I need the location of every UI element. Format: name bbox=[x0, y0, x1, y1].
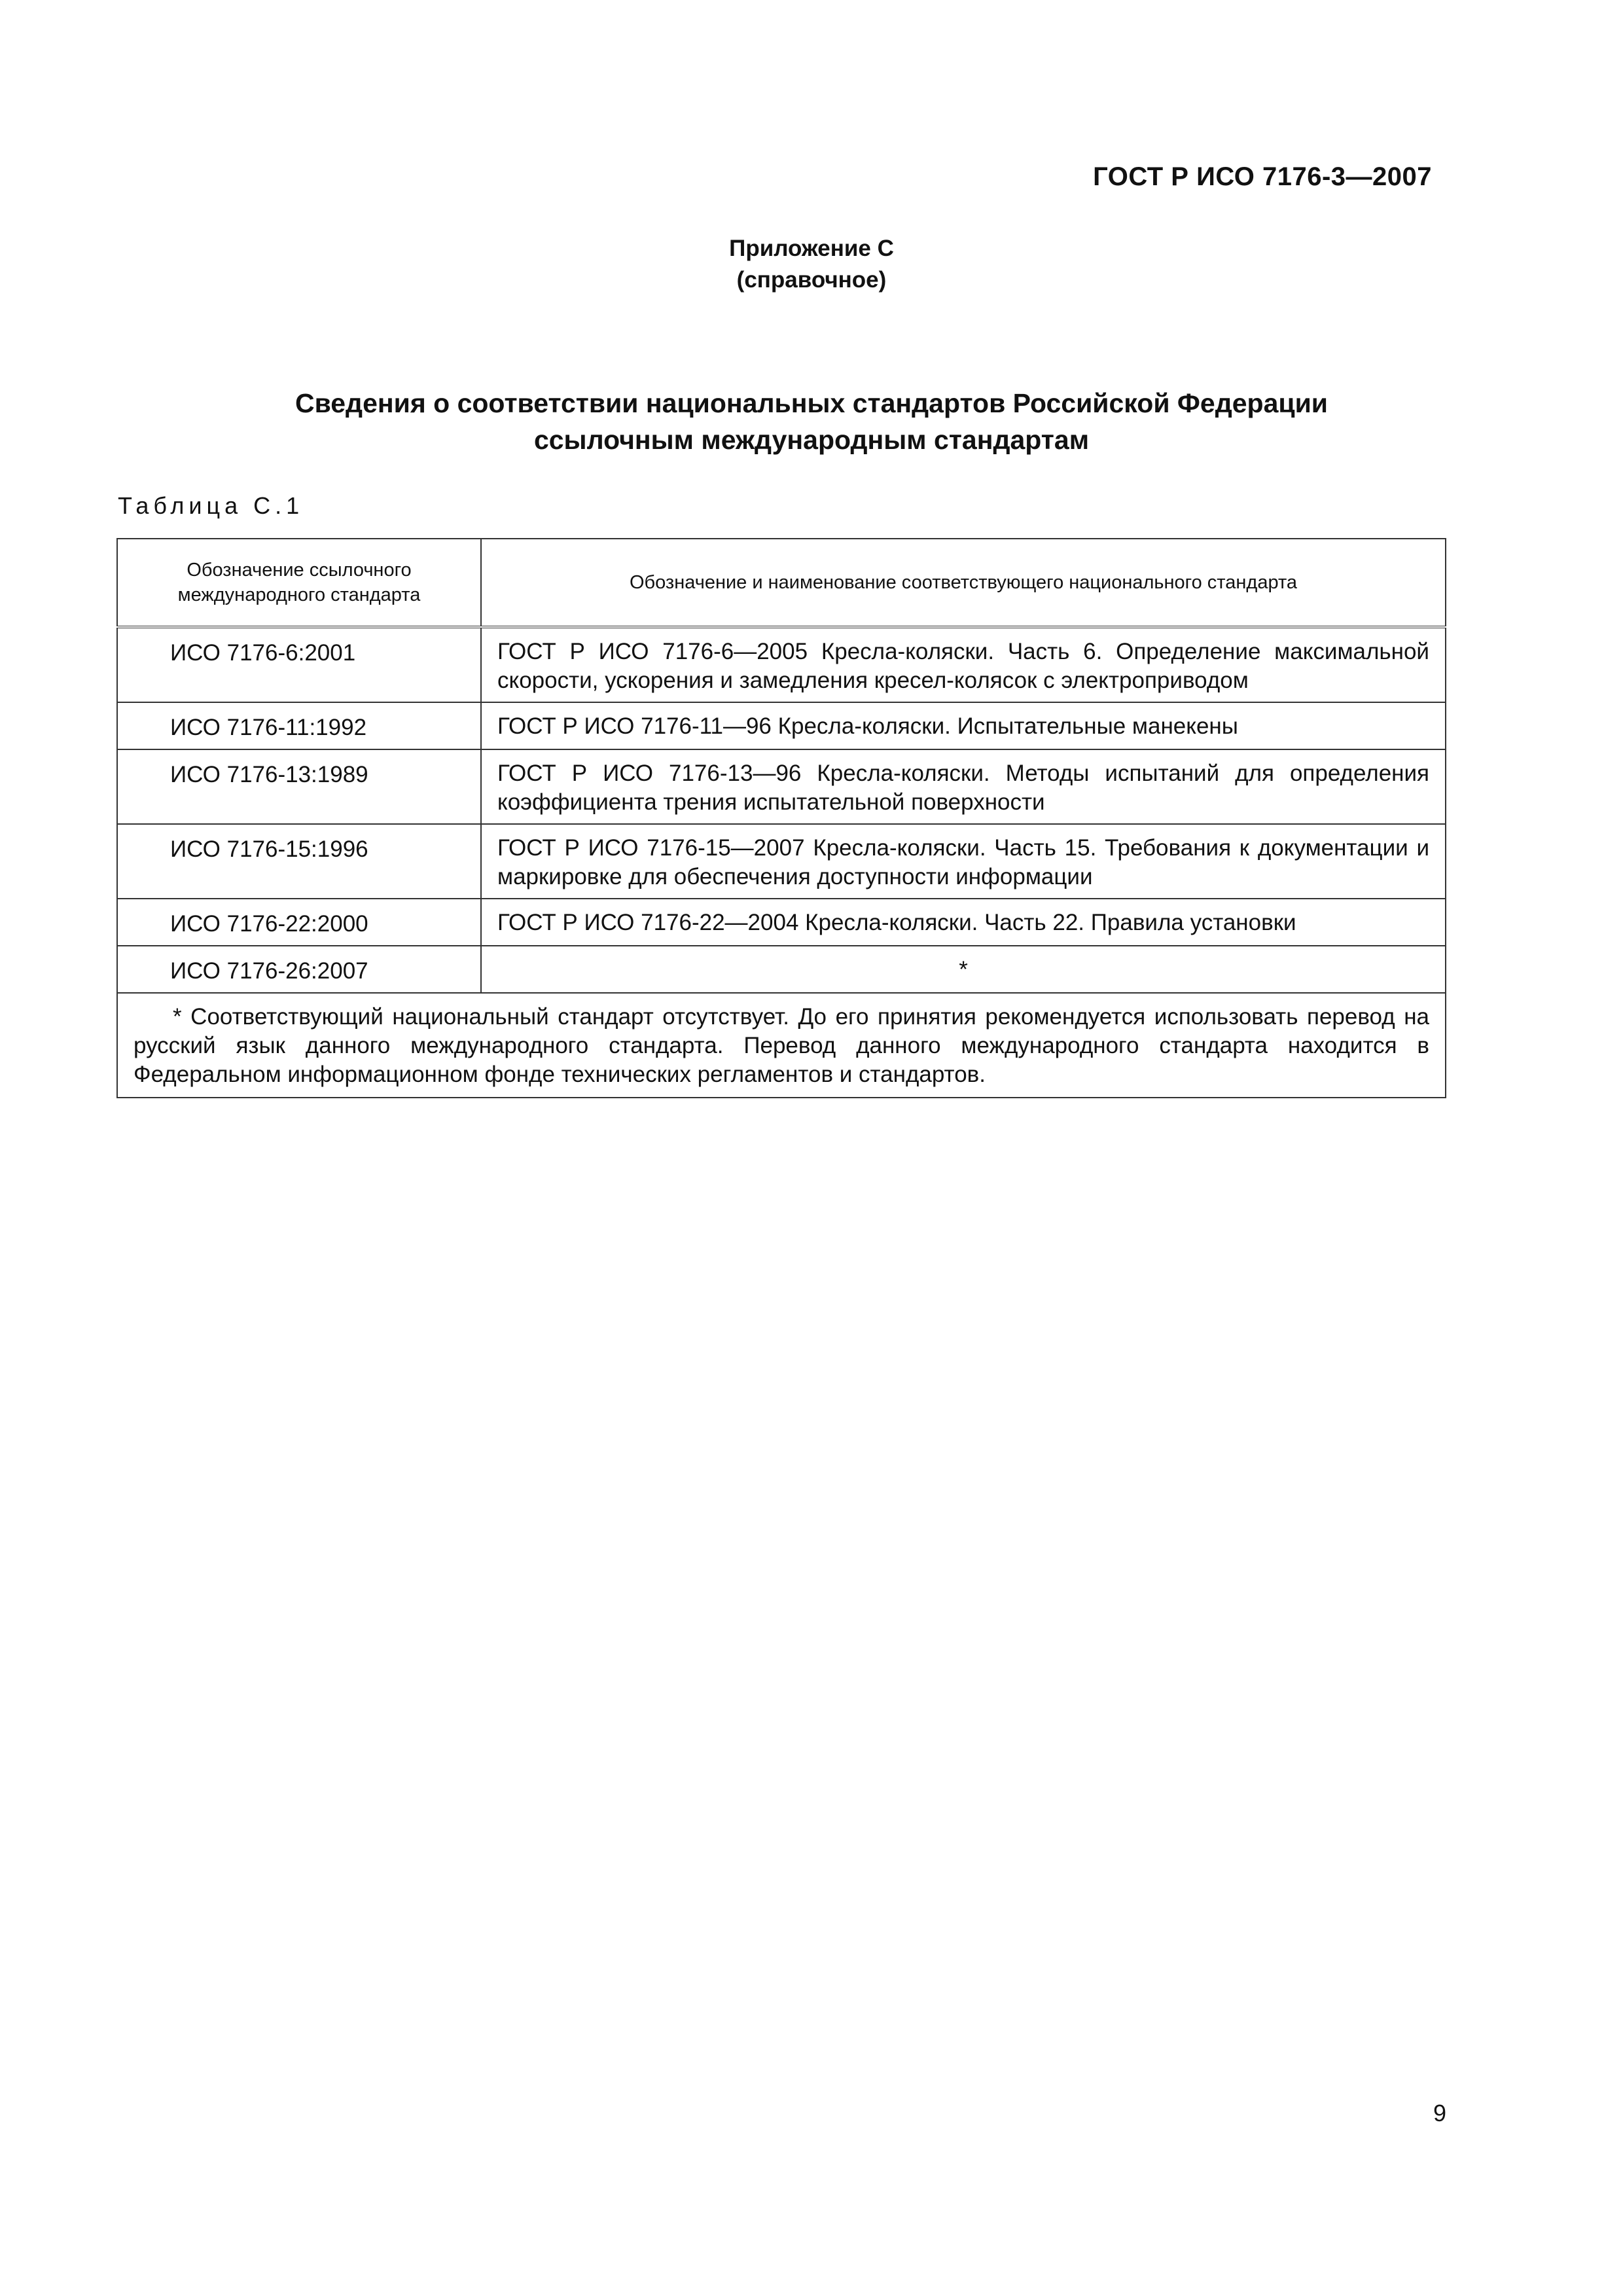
table-row bbox=[117, 946, 1446, 993]
annex-heading bbox=[0, 233, 1623, 296]
column-header-iso: Обозначение ссылочного международного стандарта bbox=[117, 539, 481, 627]
iso-cell: ИСО 7176-6:2001 bbox=[117, 627, 481, 702]
gost-cell: ГОСТ Р ИСО 7176-11—96 Кресла-коляски. Испытательные манекены bbox=[481, 702, 1446, 749]
annex-title: Приложение С bbox=[729, 236, 894, 261]
annex-status: (справочное) bbox=[736, 267, 887, 293]
table-row bbox=[117, 749, 1446, 824]
iso-cell: ИСО 7176-22:2000 bbox=[117, 899, 481, 946]
table-footnote: * Соответствующий национальный стандарт отсутствует. До его принятия рекомендуется использовать перевод на русский язык данного международного стандарта. Перевод данного международного стандарта находится в Федеральном информационном фонде технических регламентов и стандартов. bbox=[117, 993, 1446, 1098]
iso-cell: ИСО 7176-15:1996 bbox=[117, 824, 481, 899]
table-row bbox=[117, 702, 1446, 749]
iso-cell: ИСО 7176-26:2007 bbox=[117, 946, 481, 993]
gost-cell: ГОСТ Р ИСО 7176-15—2007 Кресла-коляски. Часть 15. Требования к документации и маркировке для обеспечения доступности информации bbox=[481, 824, 1446, 899]
gost-cell: ГОСТ Р ИСО 7176-6—2005 Кресла-коляски. Часть 6. Определение максимальной скорости, ускорения и замедления кресел-колясок с электроприводом bbox=[481, 627, 1446, 702]
table-footnote-row bbox=[117, 993, 1446, 1098]
iso-cell: ИСО 7176-13:1989 bbox=[117, 749, 481, 824]
gost-cell: * bbox=[481, 946, 1446, 993]
page-number: 9 bbox=[1433, 2100, 1446, 2126]
table-row bbox=[117, 824, 1446, 899]
table-row bbox=[117, 627, 1446, 702]
section-title-line-2: ссылочным международным стандартам bbox=[533, 425, 1090, 455]
gost-cell: ГОСТ Р ИСО 7176-13—96 Кресла-коляски. Методы испытаний для определения коэффициента трения испытательной поверхности bbox=[481, 749, 1446, 824]
section-title-line-1: Сведения о соответствии национальных стандартов Российской Федерации bbox=[294, 388, 1329, 418]
section-title bbox=[0, 385, 1623, 458]
table-row bbox=[117, 899, 1446, 946]
document-code: ГОСТ Р ИСО 7176-3—2007 bbox=[1093, 162, 1432, 191]
table-caption: Таблица С.1 bbox=[118, 492, 304, 519]
gost-cell: ГОСТ Р ИСО 7176-22—2004 Кресла-коляски. Часть 22. Правила установки bbox=[481, 899, 1446, 946]
table-header-row bbox=[117, 539, 1446, 627]
correspondence-table bbox=[116, 538, 1446, 1098]
iso-cell: ИСО 7176-11:1992 bbox=[117, 702, 481, 749]
column-header-gost: Обозначение и наименование соответствующего национального стандарта bbox=[481, 539, 1446, 627]
